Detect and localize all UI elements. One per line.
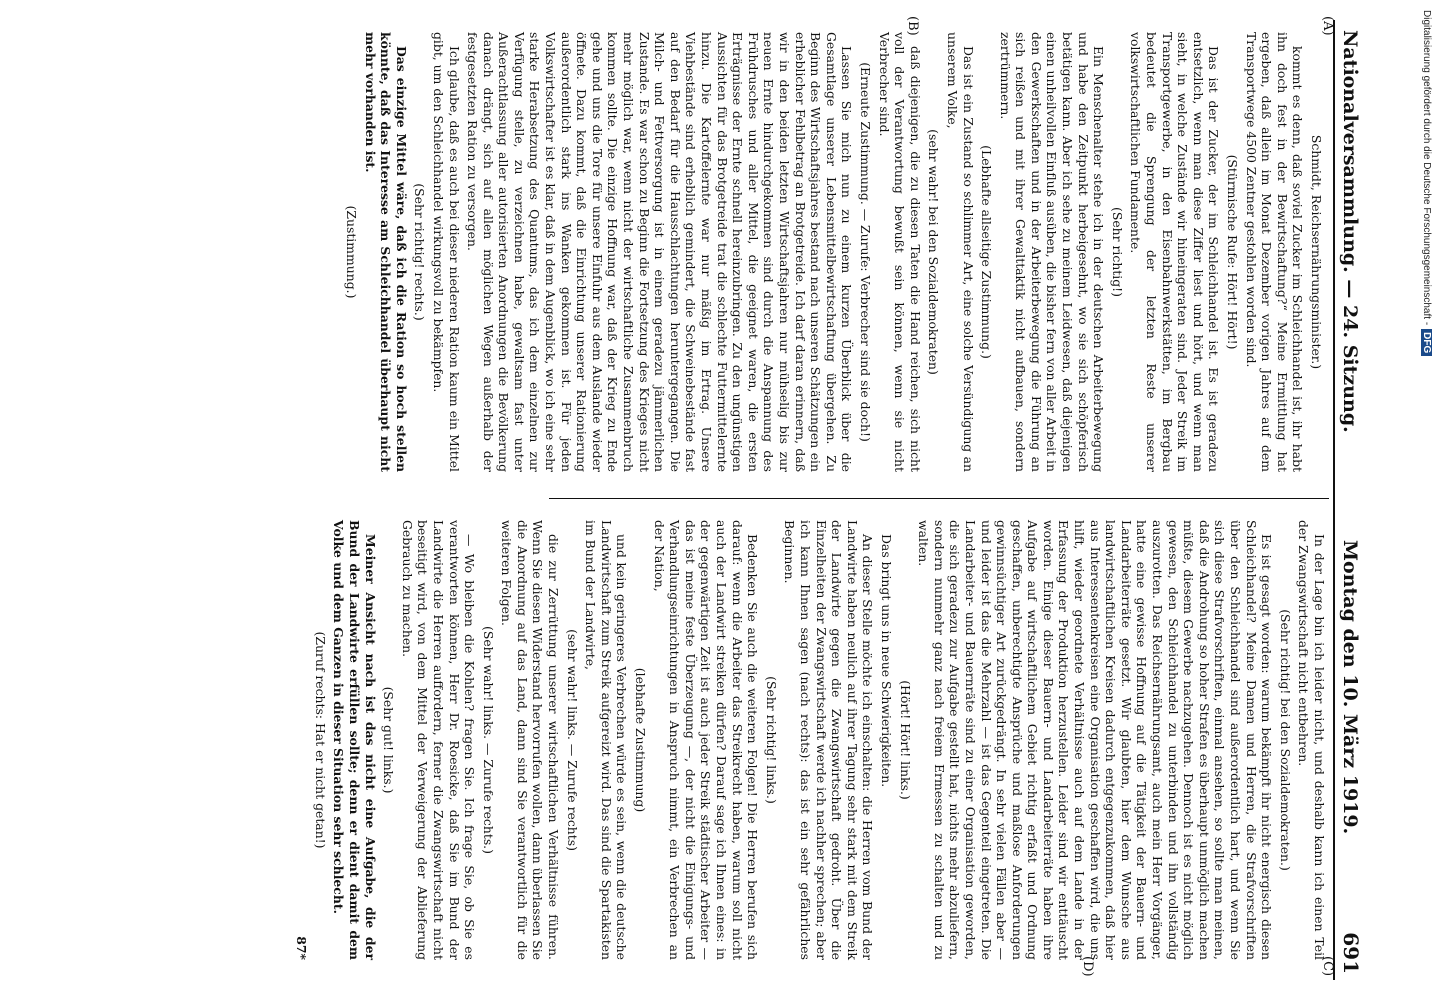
paragraph: Das bringt uns in neue Schwierigkeiten. [878,534,894,788]
paragraph: In der Lage bin ich leider nicht, und deshalb kann ich einen Teil der Zwangswirtschaft nicht entbehren. [1296,520,1327,960]
speaker-line: Schmidt, Reichsernährungsminister.) [1309,134,1324,370]
interjection: (Zuruf rechts: Hat er nicht getan!) [312,631,328,849]
paragraph: Bedenken Sie auch die weiteren Folgen! Die Herren berufen sich darauf: wenn die Arbeiter das Streikrecht haben, warum soll nicht auch der Landwirt streiken dürfen? Darauf sage ich Ihnen eines: in der gegenwärtigen Zeit ist auch jeder Streik städtischer Arbeiter — das ist meine feste Überzeugung —, der nicht die Einigungs- und Verhandlungseinrichtungen in Anspruch nimmt, ein Verbrechen an der Nation, [651,520,761,960]
interjection: (Sehr wahr! links. — Zurufe rechts.) [480,626,496,854]
paragraph: Es ist gesagt worden: warum bekämpft ihr nicht energisch diesen Schleichhandel? Meine Damen und Herren, die Strafvorschriften über den Schleichhandel sind außerordentlich hart, und wenn Sie sich diese Strafvorschriften, einmal ansehen, so sollte man meinen, daß die Androhung so hoher Strafen es überhaupt unmöglich machen müßte, diesem Gewerbe nachzugehen. Dennoch ist es nicht möglich gewesen, den Schleichhandel zu unterbinden und ihn vollständig auszurotten. Das Reichsernährungsamt, auch mein Herr Vorgänger, hatte eine gewisse Hoffnung auf die Tätigkeit der Bauern- und Landarbeiterräte gesetzt. Wir glaubten, hier dem Wunsche aus landwirtschaftlichen Kreisen dadurch entgegenzukommen, daß hier aus Interessentenkreisen eine Organisation geschaffen wird, die uns hilft, wieder geordnete Verhältnisse auch auf dem Lande in der Erfassung der Produktion herzustellen. Leider sind wir enttäuscht worden. Einige dieser Bauern- und Landarbeiterräte haben ihre Aufgabe auf wirtschaftlichem Gebiet richtig erfaßt und Ordnung geschaffen, unberechtigte Ansprüche und maßlose Anforderungen gewinnsüchtiger Art zurückgedrängt. In sehr vielen Fällen aber — und leider ist das die Mehrzahl — ist das Gegenteil eingetreten. Die Landarbeiter- und Bauernräte sind zu einer Organisation geworden, die sich geradezu zur Aufgabe gestellt hat, nichts mehr abzuliefern, sondern nunmehr ganz nach freiem Ermessen zu schalten und zu walten. [916,520,1275,960]
column-right [291,520,1327,960]
interjection: (Sehr richtig!) [1109,207,1125,297]
interjection: (Hört! Hört! links.) [897,680,913,800]
paragraph: — Wo bleiben die Kohlen? fragen Sie. Ich frage Sie, ob Sie es verantworten können, Herr Dr. Roesicke, daß Sie im Bund der Landwirte die Herren auffordern, ferner die Zwangswirtschaft nicht beseitigt wird, von dem Mittel der Verweigerung der Ablieferung Gebrauch zu machen. [399,520,478,960]
interjection: (Stürmische Rufe: Hört! Hört!) [1225,154,1241,350]
interjection: (Lebhafte allseitige Zustimmung.) [979,145,995,359]
paragraph: Ich glaube, daß es auch bei dieser niederen Ration kaum ein Mittel gibt, um den Schleichhandel wirkungsvoll zu bekämpfen. [430,32,462,472]
digitization-credit [1418,10,1432,990]
paragraph: Das ist der Zucker, der im Schleichhandel ist. Es ist geradezu entsetzlich, wenn man diese Ziffer liest und hört, und wenn man sieht, in welche Zustände wir hineingeraten sind. Jeder Streik im Transportgewerbe, in den Eisenbahnwerkstätten, im Bergbau bedeutet die Sprengung der letzten Reste unserer volkswirtschaftlichen Fundamente. [1128,32,1222,472]
credit-text: Digitalisierung gefördert durch die Deutsche Forschungsgemeinschaft - [1421,10,1432,326]
paragraph: daß diejenigen, die zu diesen Taten die Hand reichen, sich nicht voll der Verantwortung bewußt sein können, wenn sie nicht Verbrecher sind. [876,32,923,472]
paragraph: die zur Zerrüttung unserer wirtschaftlichen Verhältnisse führen. Wenn Sie diesen Widerstand hervorrufen wollen, dann überlassen Sie die Anordnung auf das Land, dann sind Sie verantwortlich für die weiteren Folgen. [499,520,562,960]
paragraph: Ein Menschenalter stehe ich in der deutschen Arbeiterbewegung und habe den Zeitpunkt herbeigesehnt, wo sie sich schöpferisch betätigen kann. Aber ich sehe zu meinem Leidwesen, daß diejenigen einen unheilvollen Einfluß ausüben, die bisher fern von aller Arbeit in den Gewerkschaften und in der Arbeiterbewegung die Führung an sich reißen und mit ihrer Gewalttaktik nicht aufbauen, sondern zertrümmern. [997,32,1107,472]
interjection: (Sehr richtig! links.) [763,676,779,804]
header-right: Montag den 10. März 1919. [1339,540,1361,835]
paragraph: Das ist ein Zustand so schlimmer Art, eine solche Versündigung an unserem Volke, [944,32,976,472]
interjection: (Sehr gut! links.) [381,686,397,794]
interjection: (sehr wahr! links. — Zurufe rechts) [564,629,580,851]
signature-mark: 87* [294,936,310,960]
interjection: (Sehr richtig! bei den Sozialdemokraten.) [1277,609,1293,871]
paragraph: Das einzige Mittel wäre, daß ich die Ration so hoch stellen könnte, daß das Interesse am Schleichhandel überhaupt nicht mehr vorhanden ist. [362,32,409,472]
interjection: (Sehr richtig! rechts.) [412,183,428,321]
scanned-page [25,16,1365,980]
margin-marker-b: (B) [905,16,920,36]
interjection: (lebhafte Zustimmung) [633,667,649,813]
dfg-logo: DFG [1421,329,1432,356]
paragraph: kommt es denn, daß soviel Zucker im Schleichhandel ist, ihr habt ihn doch fest in der Bewirtschaftung?“ Meine Ermittlung hat ergeben, daß allein im Monat Dezember vorigen Jahres auf dem Transportwege 4500 Zentner gestohlen worden sind. [1243,32,1306,472]
margin-marker-c: (C) [1320,956,1335,977]
page-header [1333,20,1365,980]
page-number: 691 [1339,932,1363,974]
margin-marker-d: (D) [1080,956,1095,977]
paragraph: An dieser Stelle möchte ich einschalten: die Herren vom Bund der Landwirte haben neulich auf ihrer Tagung sehr stark mit dem Streik der Landwirte gegen die Zwangswirtschaft gedroht. Über die Einzelheiten der Zwangswirtschaft werde ich nachher sprechen; aber ich kann Ihnen sagen (nach rechts): das ist ein sehr gefährliches Beginnen. [782,520,876,960]
column-divider [549,498,1329,499]
interjection: (Erneute Zustimmung. — Zurufe: Verbrecher sind sie doch!) [857,62,873,442]
interjection: (Zustimmung.) [343,205,359,299]
paragraph: Meiner Ansicht nach ist das nicht eine Aufgabe, die der Bund der Landwirte erfüllen sollte; denn er dient damit dem Volke und dem Ganzen in dieser Situation sehr schlecht. [331,520,378,960]
paragraph: und kein geringeres Verbrechen würde es sein, wenn die deutsche Landwirtschaft zum Streik aufgereizt wird. Das sind die Spartakisten im Bund der Landwirte, [583,520,630,960]
interjection: (sehr wahr! bei den Sozialdemokraten) [926,129,942,375]
header-left: Nationalversammlung. — 24. Sitzung. [1339,30,1361,433]
paragraph: Lassen Sie mich nun zu einem kurzen Überblick über die Gesamtlage unserer Lebensmittelbewirtschaftung übergehen. Zu Beginn des Wirtschaftsjahres bestand nach unseren Schätzungen ein erheblicher Fehlbetrag an Brotgetreide. Ich darf daran erinnern, daß wir in den beiden letzten Wirtschaftsjahren nur mühselig bis zur neuen Ernte hindurchgekommen sind durch die Anspannung des Frühdrusches und aller Mittel, die geeignet waren, die ersten Erträgnisse der Ernte schnell hereinzubringen. Zu den ungünstigen Aussichten für das Brotgetreide trat die schlechte Futtermittelernte hinzu. Die Kartoffelernte war nur mäßig im Ertrag. Unsere Viehbestände sind erheblich gemindert, die Schweinebestände fast auf den Bedarf für die Hausschlachtungen heruntergegangen. Die Milch- und Fettversorgung ist in einem geradezu jämmerlichen Zustande. Es war schon zu Beginn die Fortsetzung des Krieges nicht mehr möglich war, wenn nicht der wirtschaftliche Zusammenbruch kommen sollte. Die einzige Hoffnung war, daß der Krieg zu Ende gehe und uns die Tore für unsere Einfuhr aus dem Auslande wieder öffnete. Dazu kommt, daß die Einrichtung unserer Rationierung außerordentlich stark ins Wanken gekommen ist. Für jeden Volkswirtschafter ist es klar, daß in dem Augenblick, wo ich eine sehr starke Herabsetzung des Quantums, das ich dem einzelnen zur Verfügung stelle, zu verzeichnen habe, gewaltsam fast unter Außerachtlassung aller autorisierten Anordnungen die Bevölkerung danach drängt, sich auf allen möglichen Wegen außerhalb der festgesetzten Ration zu versorgen. [465,32,855,472]
column-left [340,32,1327,472]
margin-marker-a: (A) [1320,16,1335,36]
